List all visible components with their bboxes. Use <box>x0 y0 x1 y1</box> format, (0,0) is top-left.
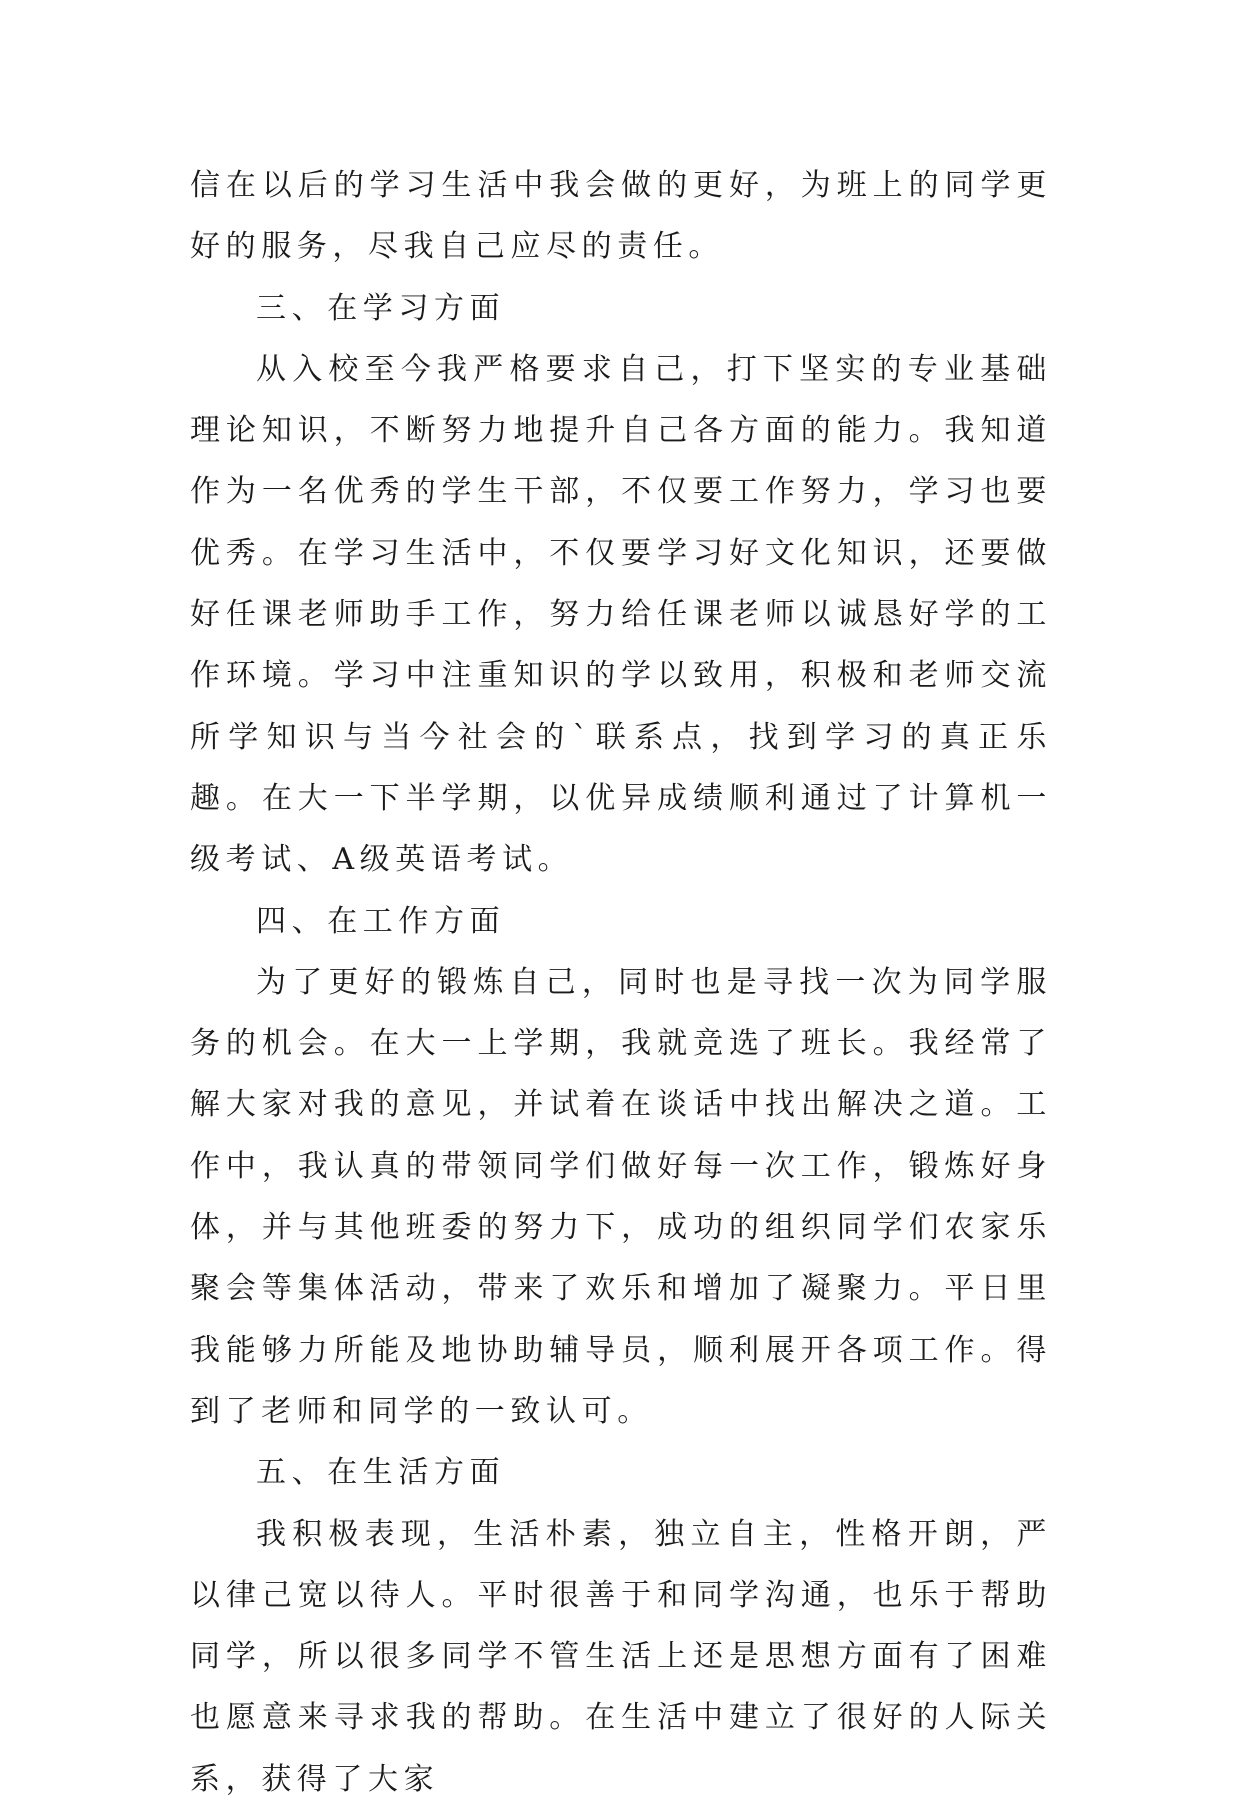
section-heading-study: 三、在学习方面 <box>256 290 506 326</box>
document-body <box>190 155 1052 1810</box>
paragraph-continuation: 信在以后的学习生活中我会做的更好，为班上的同学更好的服务，尽我自己应尽的责任。 <box>190 168 1052 265</box>
paragraph-life: 我积极表现，生活朴素，独立自主，性格开朗，严以律己宽以待人。平时很善于和同学沟通，也乐于帮助同学，所以很多同学不管生活上还是思想方面有了困难也愿意来寻求我的帮助。在生活中建立了很好的人际关系，获得了大家 <box>190 1516 1052 1797</box>
section-heading-work: 四、在工作方面 <box>256 903 506 939</box>
paragraph-study: 从入校至今我严格要求自己，打下坚实的专业基础理论知识，不断努力地提升自己各方面的能力。我知道作为一名优秀的学生干部，不仅要工作努力，学习也要优秀。在学习生活中，不仅要学习好文化知识，还要做好任课老师助手工作，努力给任课老师以诚恳好学的工作环境。学习中注重知识的学以致用，积极和老师交流所学知识与当今社会的`联系点，找到学习的真正乐趣。在大一下半学期，以优异成绩顺利通过了计算机一级考试、A级英语考试。 <box>190 351 1052 878</box>
section-heading-life: 五、在生活方面 <box>256 1455 506 1491</box>
paragraph-work: 为了更好的锻炼自己，同时也是寻找一次为同学服务的机会。在大一上学期，我就竞选了班长。我经常了解大家对我的意见，并试着在谈话中找出解决之道。工作中，我认真的带领同学们做好每一次工作，锻炼好身体，并与其他班委的努力下，成功的组织同学们农家乐聚会等集体活动，带来了欢乐和增加了凝聚力。平日里我能够力所能及地协助辅导员，顺利展开各项工作。得到了老师和同学的一致认可。 <box>190 964 1052 1429</box>
